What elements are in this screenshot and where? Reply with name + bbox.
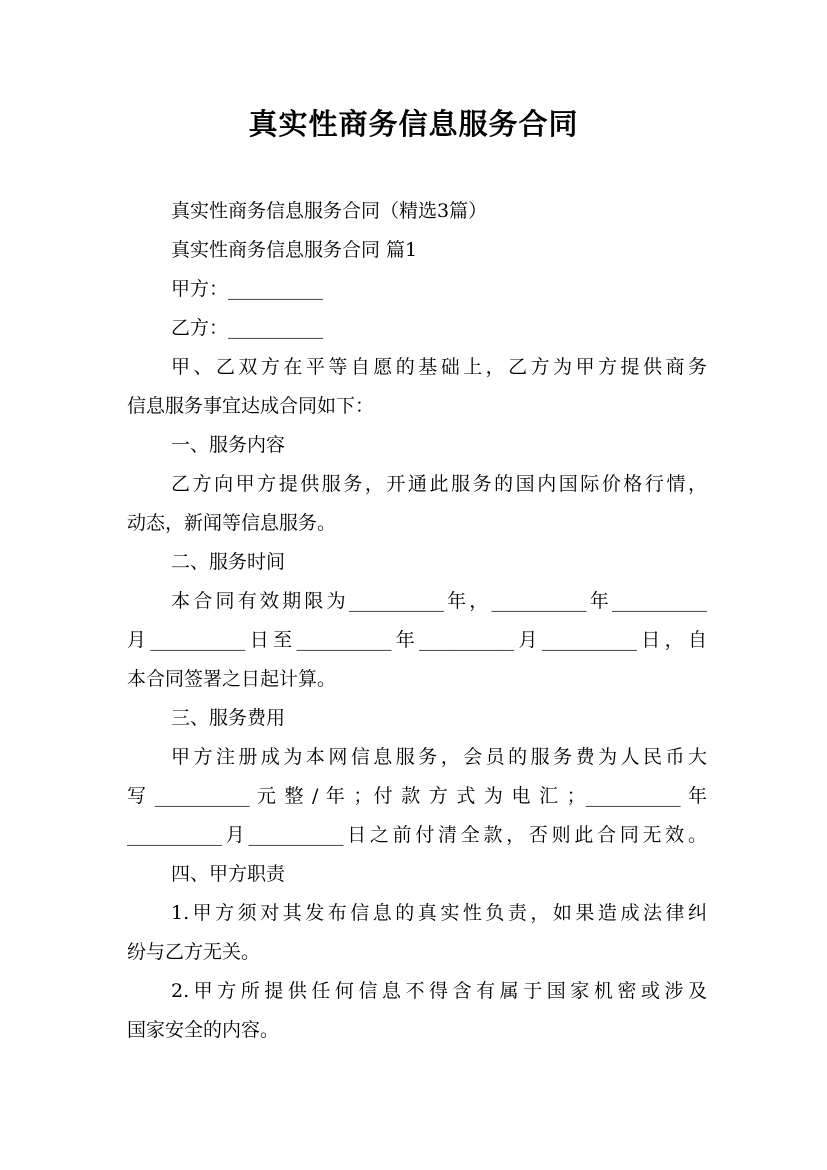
- paragraph-line: 1.甲方须对其发布信息的真实性负责，如果造成法律纠: [171, 902, 707, 924]
- paragraph-line: 本合同签署之日起计算。: [127, 668, 337, 690]
- section-heading: 一、服务内容: [171, 434, 286, 456]
- subtitle-line: 真实性商务信息服务合同（精选3篇）: [171, 200, 488, 222]
- paragraph-line: 纷与乙方无关。: [127, 941, 261, 963]
- paragraph-line: 国家安全的内容。: [127, 1019, 280, 1041]
- paragraph-line: __________月__________日之前付清全款，否则此合同无效。: [127, 824, 707, 846]
- section-heading: 四、甲方职责: [171, 863, 286, 885]
- document-title: 真实性商务信息服务合同: [248, 107, 579, 141]
- paragraph-line: 写 __________ 元 整 / 年 ；付 款 方 式 为 电 汇 ；__________ 年: [127, 785, 707, 807]
- paragraph-line: 月__________日至__________年__________月__________日，自: [127, 629, 707, 651]
- paragraph-line: 信息服务事宜达成合同如下：: [127, 395, 375, 417]
- paragraph-line: 动态，新闻等信息服务。: [127, 512, 337, 534]
- paragraph-line: 2.甲方所提供任何信息不得含有属于国家机密或涉及: [171, 980, 707, 1002]
- article-heading: 真实性商务信息服务合同 篇1: [171, 239, 418, 261]
- party-a-line: 甲方：__________: [171, 278, 324, 300]
- party-b-line: 乙方：__________: [171, 317, 324, 339]
- paragraph-line: 甲、乙双方在平等自愿的基础上，乙方为甲方提供商务: [171, 356, 707, 378]
- paragraph-line: 本合同有效期限为__________年，__________年__________: [171, 590, 707, 612]
- section-heading: 二、服务时间: [171, 551, 286, 573]
- section-heading: 三、服务费用: [171, 707, 286, 729]
- paragraph-line: 甲方注册成为本网信息服务，会员的服务费为人民币大: [171, 746, 707, 768]
- paragraph-line: 乙方向甲方提供服务，开通此服务的国内国际价格行情，: [171, 473, 707, 495]
